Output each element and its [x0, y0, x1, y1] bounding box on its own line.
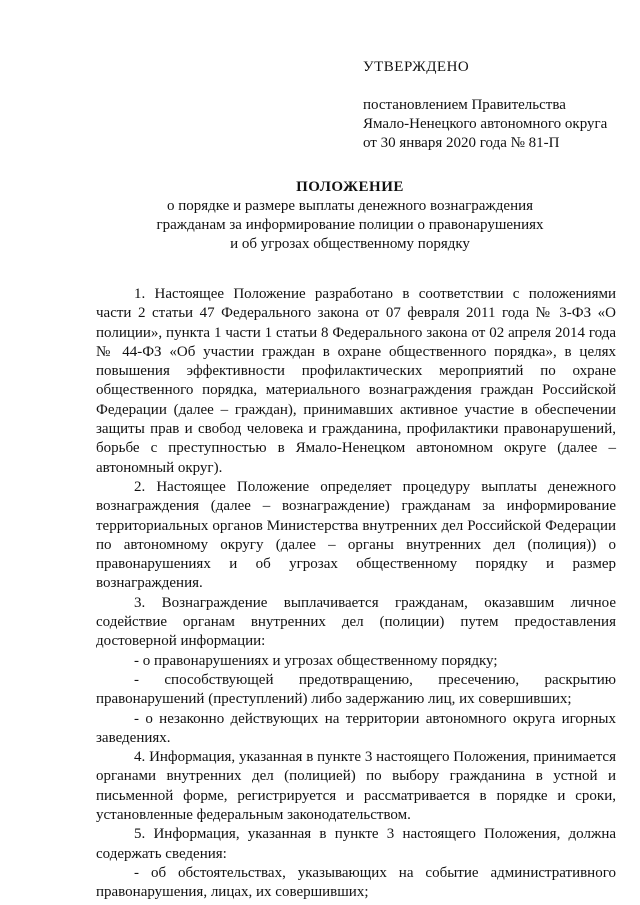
- document-subtitle-line-3: и об угрозах общественному порядку: [230, 236, 470, 252]
- list-item-5-1: - об обстоятельствах, указывающих на событие административного правонарушения, лицах, их совершивших;: [96, 864, 616, 901]
- document-subtitle-line-2: гражданам за информирование полиции о правонарушениях: [156, 217, 544, 233]
- document-title: ПОЛОЖЕНИЕ: [296, 179, 404, 195]
- paragraph-5: 5. Информация, указанная в пункте 3 настоящего Положения, должна содержать сведения:: [96, 826, 616, 862]
- paragraph-1: 1. Настоящее Положение разработано в соответствии с положениями части 2 статьи 47 Федерального закона от 07 февраля 2011 года № 3-ФЗ «О полиции», пункта 1 части 1 статьи 8 Федерального закона от 02 апреля 2014 года № 44-ФЗ «Об участии граждан в охране общественного порядка», в целях повышения эффективности профилактических мероприятий по охране общественного порядка, материального вознаграждения граждан Российской Федерации (далее – граждан), принимавших активное участие в обеспечении защиты прав и свобод человека и гражданина, профилактики правонарушений, борьбе с преступностью в Ямало-Ненецком автономном округе (далее – автономный округ).: [96, 286, 616, 476]
- approval-line-3: от 30 января 2020 года № 81-П: [363, 135, 560, 151]
- approval-line-2: Ямало-Ненецкого автономного округа: [363, 116, 608, 132]
- paragraph-2: 2. Настоящее Положение определяет процедуру выплаты денежного вознаграждения (далее – вознаграждение) гражданам за информирование территориальных органов Министерства внутренних дел Российской Федерации по автономному округу (далее – органы внутренних дел (полиция)) о правонарушениях и об угрозах общественному порядку и размер вознаграждения.: [96, 478, 616, 592]
- approval-block: [363, 58, 623, 153]
- document-subtitle-line-1: о порядке и размере выплаты денежного вознаграждения: [166, 198, 534, 214]
- document-heading: [120, 178, 580, 254]
- list-item-3-2: - способствующей предотвращению, пресечению, раскрытию правонарушений (преступлений) либо задержанию лиц, их совершивших;: [96, 671, 616, 708]
- list-item-3-1: - о правонарушениях и угрозах общественному порядку;: [134, 652, 498, 669]
- approval-line-1: постановлением Правительства: [363, 97, 566, 113]
- document-body: [96, 285, 616, 903]
- paragraph-4: 4. Информация, указанная в пункте 3 настоящего Положения, принимается органами внутренних дел (полицией) по выбору гражданина в устной и письменной форме, регистрируется и рассматривается в порядке и сроки, установленные федеральным законодательством.: [96, 749, 616, 824]
- list-item-3-3: - о незаконно действующих на территории автономного округа игорных заведениях.: [96, 710, 616, 746]
- paragraph-3: 3. Вознаграждение выплачивается гражданам, оказавшим личное содействие органам внутренних дел (полиции) путем предоставления достоверной информации:: [96, 594, 616, 650]
- approval-stamp: УТВЕРЖДЕНО: [363, 59, 470, 75]
